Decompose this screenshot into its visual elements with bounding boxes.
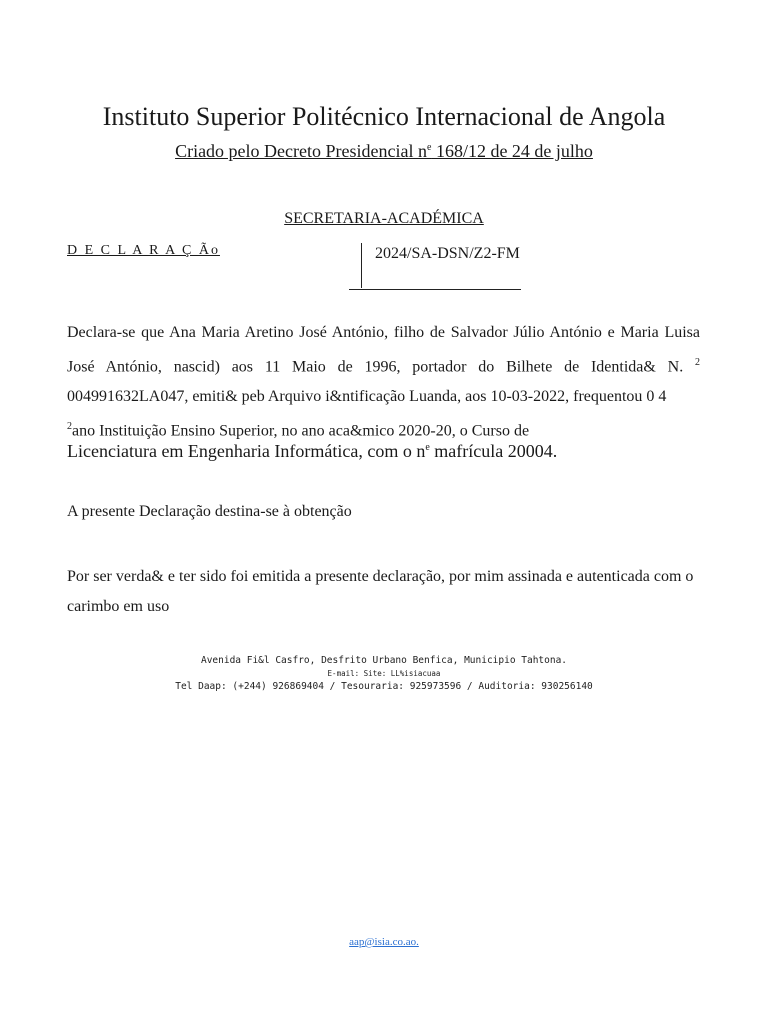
declaration-paragraph (67, 318, 700, 447)
institution-title: Instituto Superior Politécnico Internacional de Angola (102, 102, 666, 131)
course-line (67, 441, 557, 462)
decree-superscript: e (426, 142, 432, 153)
body-line-2: 004991632LA047, emiti& peb Arquivo i&ntificação Luanda, aos 10-03-2022, frequentou 0 4 (67, 388, 667, 406)
closing-paragraph: Por ser verda& e ter sido foi emitida a presente declaração, por mim assinada e autenticada com o carimbo em uso (67, 568, 694, 615)
department-heading: SECRETARIA-ACADÉMICA (284, 210, 484, 227)
footer-email-site: E-mail: Site: LL%isiacuaa (327, 669, 441, 678)
email-link[interactable]: aap@isia.co.ao. (349, 936, 419, 948)
footer-block (0, 654, 768, 694)
decree-subtitle (0, 136, 768, 163)
footer-phones: Tel Daap: (+244) 926869404 / Tesouraria: 925973596 / Auditoria: 930256140 (175, 681, 593, 692)
reference-underline (349, 289, 521, 290)
body-line-3: ano Instituição Ensino Superior, no ano aca&mico 2020-20, o Curso de (72, 422, 530, 440)
reference-number: 2024/SA-DSN/Z2-FM (361, 243, 533, 288)
body-line-1: Declara-se que Ana Maria Aretino José António, filho de Salvador Júlio António e Maria Luisa José António, nascid) aos 11 Maio de 1996, portador do Bilhete de Identida& N. (67, 324, 700, 376)
footer-address: Avenida Fi&l Casfro, Desfrito Urbano Benfica, Municipio Tahtona. (200, 655, 568, 666)
course-text-pre: Licenciatura em Engenharia Informática, com o n (67, 441, 426, 461)
body-superscript-2: 2 (67, 421, 72, 433)
body-superscript-1: 2 (695, 357, 700, 368)
course-text-post: mafrícula 20004. (429, 441, 558, 461)
decree-text-post: 168/12 de 24 de julho (431, 141, 593, 161)
decree-text-pre: Criado pelo Decreto Presidencial n (175, 141, 427, 161)
document-type-label: D E C L A R A Ç Ão (67, 243, 220, 258)
purpose-line: A presente Declaração destina-se à obtenção (67, 503, 352, 520)
course-superscript: e (425, 442, 430, 453)
